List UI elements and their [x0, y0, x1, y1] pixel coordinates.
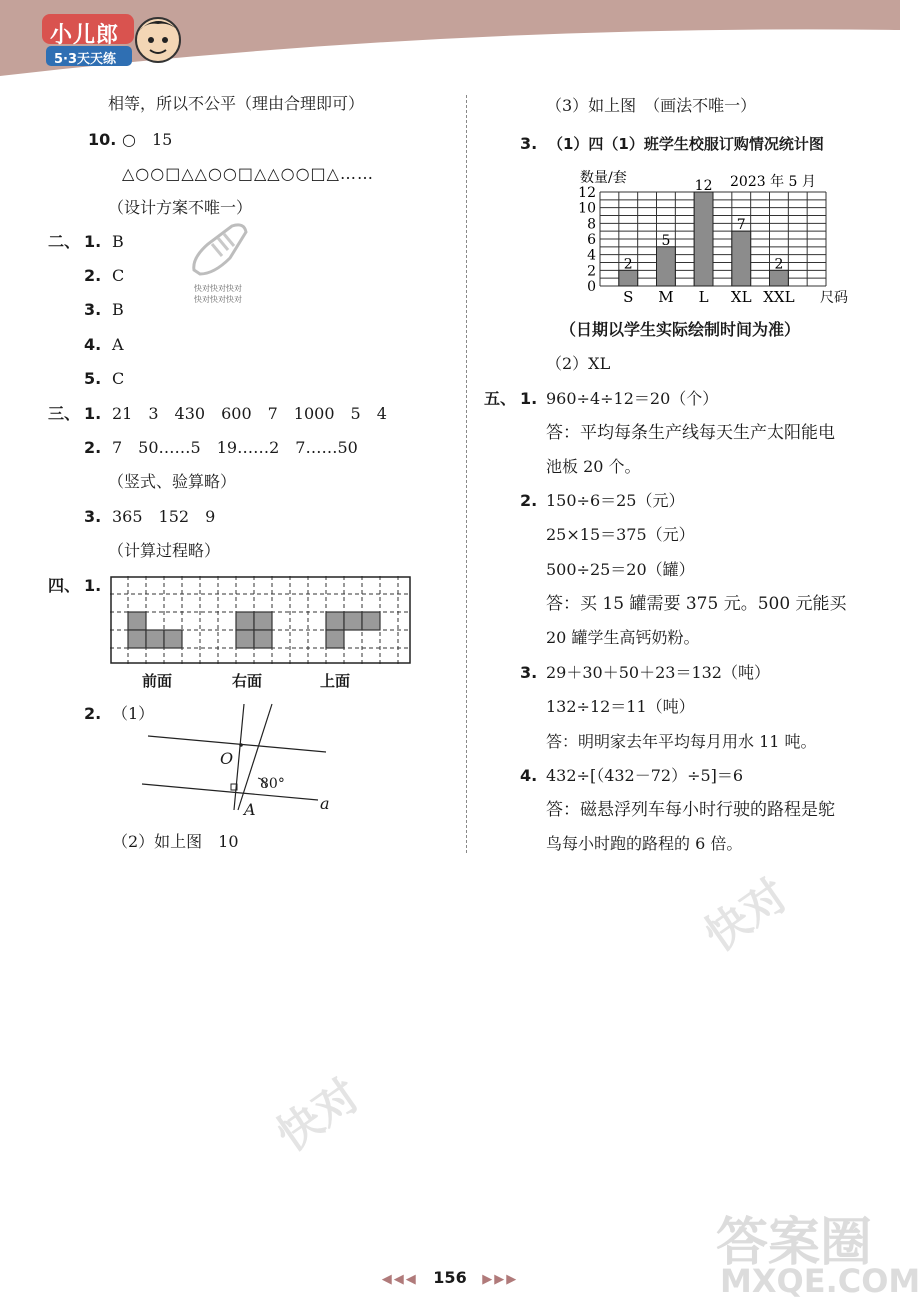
- answer-line: 7 50……5 19……2 7……50: [112, 438, 358, 457]
- answer-sentence: 20 罐学生高钙奶粉。: [546, 628, 700, 647]
- chart-bar-label: 7: [736, 217, 746, 234]
- uniform-bar-chart: [570, 168, 870, 310]
- chart-date: 2023 年 5 月: [730, 174, 816, 190]
- chart-y-tick: 10: [578, 200, 596, 217]
- prev-arrows-icon: ◀◀◀: [381, 1272, 418, 1287]
- answer-sentence: 池板 20 个。: [546, 457, 641, 476]
- answer-sentence: 答：磁悬浮列车每小时行驶的路程是鸵: [546, 800, 835, 820]
- view-label-right: 右面: [232, 672, 263, 690]
- chart-y-tick: 4: [587, 247, 596, 264]
- chart-bar: [770, 270, 789, 286]
- answer-line: ○ 15: [122, 130, 173, 149]
- point-label-a: A: [244, 800, 256, 819]
- stamp-text: 快对快对快对: [194, 284, 242, 293]
- watermark-big: 答案圈: [716, 1213, 873, 1273]
- question-number: 2.: [520, 491, 538, 510]
- question-number: 3.: [520, 663, 538, 682]
- answer-part: （1）: [112, 704, 155, 723]
- chart-x-tick: M: [658, 288, 674, 306]
- chart-bar-label: 12: [694, 178, 713, 194]
- question-number: 1.: [520, 389, 538, 408]
- chart-y-tick: 6: [587, 232, 596, 248]
- point-label-o: O: [220, 749, 234, 768]
- question-number: 2.: [84, 704, 102, 723]
- answer-choice: C: [112, 369, 125, 388]
- equation: 960÷4÷12＝20（个）: [546, 389, 719, 408]
- equation: 29＋30＋50＋23＝132（吨）: [546, 663, 770, 682]
- chart-x-tick: L: [698, 288, 709, 306]
- chart-bar: [694, 192, 713, 286]
- question-number: 3.: [520, 134, 538, 153]
- chart-bar: [619, 270, 638, 286]
- chart-x-tick: S: [623, 288, 634, 306]
- chart-x-tick: XXL: [763, 288, 795, 306]
- answer-line: （2）XL: [546, 354, 611, 373]
- three-views-grid: [110, 576, 412, 666]
- answer-sentence: 答：买 15 罐需要 375 元。500 元能买: [546, 594, 847, 614]
- carrot-stamp-icon: [188, 218, 252, 278]
- answer-sentence: 答：明明家去年平均每月用水 11 吨。: [546, 732, 817, 751]
- answer-choice: B: [112, 232, 124, 251]
- question-number: 3.: [84, 300, 102, 319]
- answer-note: （计算过程略）: [108, 541, 221, 560]
- answer-note: （竖式、验算略）: [108, 472, 237, 491]
- answer-line: （2）如上图 10: [112, 832, 239, 851]
- chart-x-label: 尺码: [820, 290, 848, 306]
- page-number: 156: [433, 1268, 467, 1287]
- view-label-front: 前面: [142, 672, 173, 690]
- parallel-lines-figure: [138, 698, 338, 822]
- answer-sentence: 答：平均每条生产线每天生产太阳能电: [546, 423, 835, 443]
- answer-note: （设计方案不唯一）: [108, 198, 253, 217]
- question-number: 2.: [84, 438, 102, 457]
- answer-line: 21 3 430 600 7 1000 5 4: [112, 404, 387, 423]
- chart-bar-label: 2: [623, 256, 633, 273]
- chart-bar: [657, 247, 676, 286]
- view-label-top: 上面: [320, 672, 351, 690]
- question-number: 1.: [84, 404, 102, 423]
- answer-choice: C: [112, 266, 125, 285]
- line-label-a: a: [320, 794, 330, 813]
- answer-line: 365 152 9: [112, 507, 216, 526]
- column-divider: [466, 95, 467, 853]
- page-footer: [0, 1268, 900, 1287]
- watermark-kuaidui: 快对: [695, 869, 798, 962]
- question-number: 4.: [520, 766, 538, 785]
- section-label: 五、: [484, 389, 517, 408]
- section-label: 二、: [48, 232, 81, 251]
- chart-bar: [732, 231, 751, 286]
- chart-y-tick: 8: [587, 216, 596, 233]
- question-number: 1.: [84, 576, 102, 595]
- brand-logo: [40, 10, 190, 72]
- next-arrows-icon: ▶▶▶: [482, 1272, 519, 1287]
- answer-line: 相等，所以不公平（理由合理即可）: [108, 94, 365, 113]
- question-number: 1.: [84, 232, 102, 251]
- answer-sentence: 鸟每小时跑的路程的 6 倍。: [546, 834, 743, 853]
- equation: 132÷12＝11（吨）: [546, 697, 695, 716]
- question-number: 5.: [84, 369, 102, 388]
- shape-sequence: △○○□△△○○□△△○○□△……: [122, 164, 374, 183]
- question-number: 4.: [84, 335, 102, 354]
- answer-line: （3）如上图 （画法不唯一）: [546, 96, 757, 115]
- section-label: 三、: [48, 404, 81, 423]
- answer-choice: A: [112, 335, 124, 354]
- logo-series: 5·3天天练: [54, 52, 117, 67]
- question-number: 3.: [84, 507, 102, 526]
- watermark-kuaidui: 快对: [267, 1069, 370, 1162]
- chart-title: （1）四（1）班学生校服订购情况统计图: [548, 135, 824, 153]
- logo-title: 小儿郎: [50, 23, 120, 48]
- equation: 432÷[（432－72）÷5]＝6: [546, 766, 744, 785]
- equation: 25×15＝375（元）: [546, 525, 695, 544]
- chart-y-tick: 12: [578, 185, 596, 201]
- chart-note: （日期以学生实际绘制时间为准）: [560, 320, 801, 339]
- answer-choice: B: [112, 300, 124, 319]
- question-number: 10.: [88, 130, 117, 149]
- chart-y-label: 数量/套: [580, 170, 627, 186]
- chart-y-tick: 0: [587, 279, 596, 295]
- angle-label: 80°: [260, 776, 285, 792]
- chart-x-tick: XL: [730, 288, 752, 306]
- equation: 150÷6＝25（元）: [546, 491, 685, 510]
- chart-bar-label: 5: [661, 232, 671, 249]
- stamp-text: 快对快对快对: [194, 295, 242, 304]
- chart-bar-label: 2: [774, 256, 784, 273]
- equation: 500÷25＝20（罐）: [546, 560, 695, 579]
- section-label: 四、: [48, 576, 81, 595]
- question-number: 2.: [84, 266, 102, 285]
- chart-y-tick: 2: [587, 263, 596, 280]
- watermark-site: MXQE.COM: [720, 1262, 920, 1300]
